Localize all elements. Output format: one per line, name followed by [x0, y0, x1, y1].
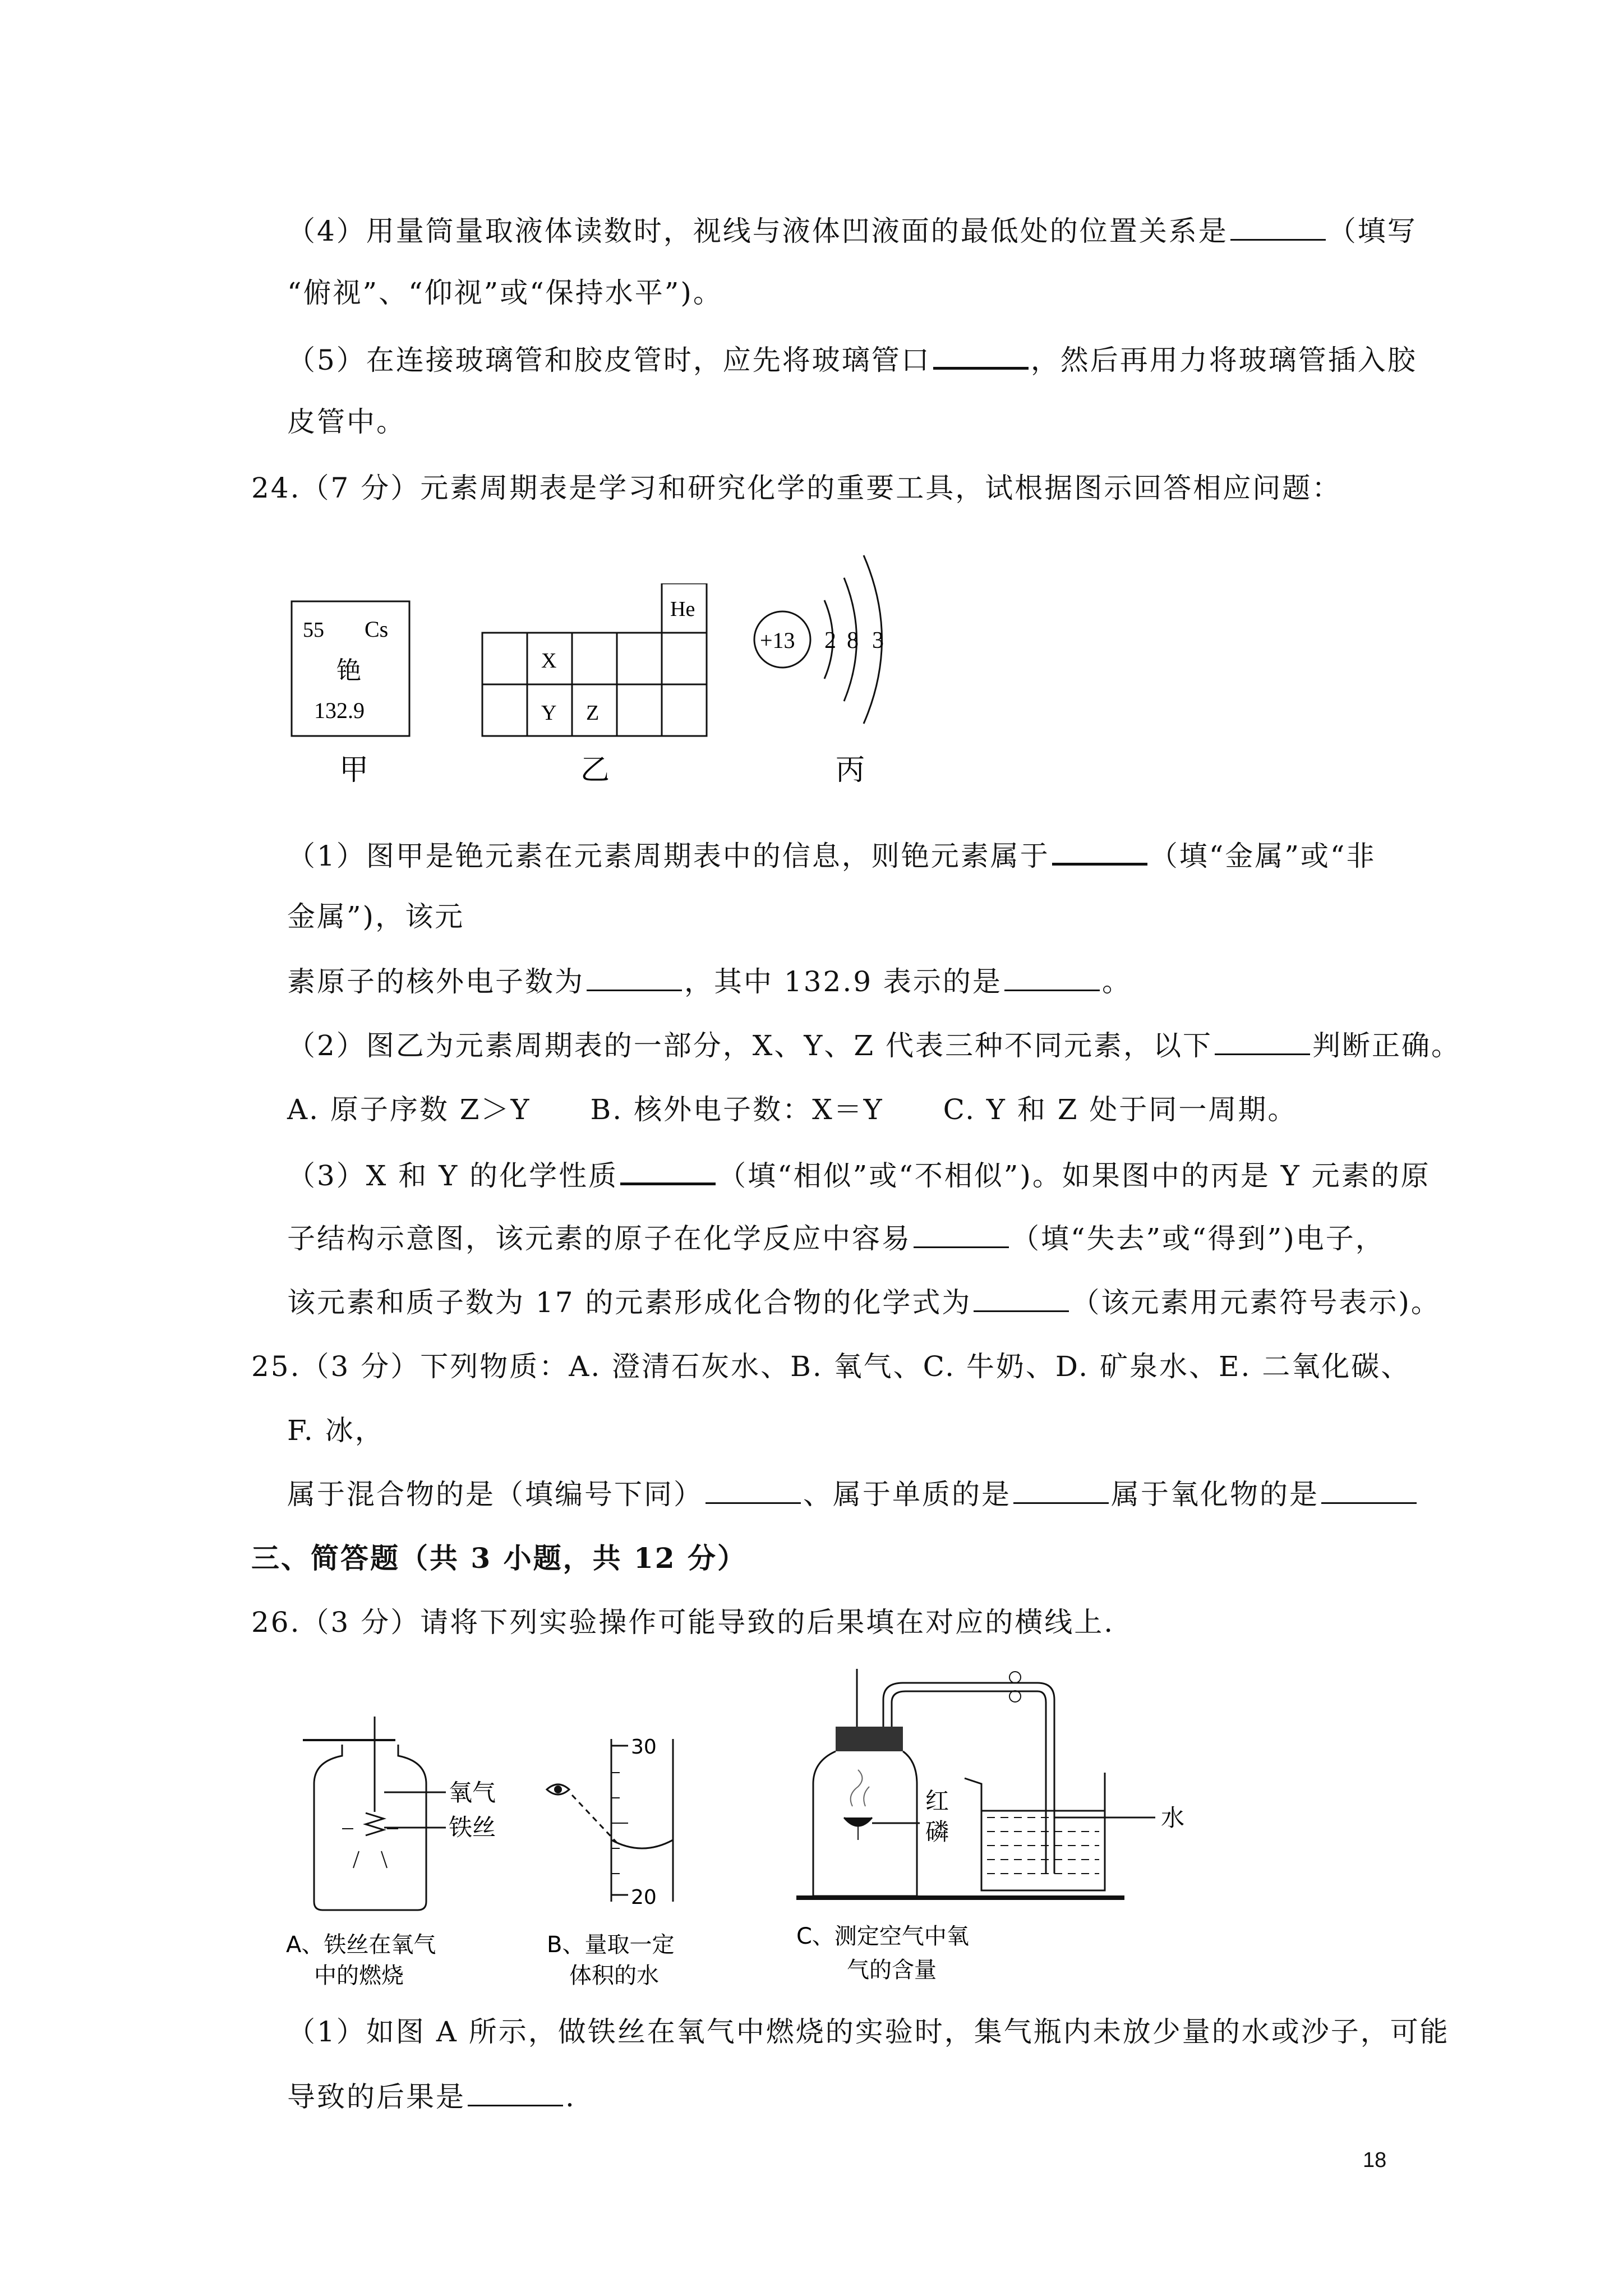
- figure-c-caption-line2: 气的含量: [847, 1957, 937, 1983]
- answer-blank[interactable]: [1052, 836, 1147, 866]
- q23-part5-line2: 皮管中。: [287, 406, 406, 438]
- tick-20: 20: [631, 1886, 657, 1909]
- figure-bing-atomic-structure: [746, 539, 914, 797]
- answer-blank[interactable]: [620, 1156, 716, 1185]
- q24-part2-line1: （2）图乙为元素周期表的一部分，X、Y、Z 代表三种不同元素，以下 判断正确。: [287, 1027, 1461, 1064]
- answer-blank[interactable]: [914, 1220, 1009, 1248]
- cell-x: X: [541, 649, 557, 673]
- q26-part1-line1: （1）如图 A 所示，做铁丝在氧气中燃烧的实验时，集气瓶内未放少量的水或沙子，可能: [287, 2016, 1450, 2048]
- element-symbol: Cs: [365, 616, 389, 642]
- tick-30: 30: [631, 1736, 657, 1759]
- q25-title-line2: F. 冰，: [287, 1414, 385, 1447]
- q26-title: 26.（3 分）请将下列实验操作可能导致的后果填在对应的横线上.: [251, 1606, 1115, 1639]
- label-iron-wire: 铁丝: [449, 1814, 496, 1841]
- figure-caption-jia: 甲: [339, 753, 369, 787]
- figure-c-oxygen-content-apparatus: [774, 1660, 1211, 1991]
- figure-b-measuring-cylinder: [544, 1717, 757, 1991]
- figure-a-iron-wire-combustion: [280, 1717, 550, 1991]
- answer-blank[interactable]: [1321, 1475, 1417, 1504]
- q24-title: 24.（7 分）元素周期表是学习和研究化学的重要工具，试根据图示回答相应问题：: [251, 472, 1342, 504]
- label-oxygen: 氧气: [449, 1779, 496, 1806]
- answer-blank[interactable]: [1230, 212, 1326, 241]
- q23-part4-line1: （4）用量筒量取液体读数时，视线与液体凹液面的最低处的位置关系是 （填写: [287, 212, 1417, 249]
- figure-a-caption-line1: A、铁丝在氧气: [286, 1932, 436, 1958]
- section-three-heading: 三、简答题（共 3 小题，共 12 分）: [251, 1542, 747, 1575]
- figure-b-caption-line1: B、量取一定: [547, 1932, 675, 1958]
- q26-part1-line2: 导致的后果是 .: [287, 2078, 576, 2115]
- q24-part1-line3: 素原子的核外电子数为 ，其中 132.9 表示的是 。: [287, 963, 1132, 1000]
- q24-part1-line2: 金属”)，该元: [287, 900, 465, 933]
- q24-part2-options: A. 原子序数 Z＞Y B. 核外电子数：X＝Y C. Y 和 Z 处于同一周期。: [287, 1093, 1298, 1126]
- figure-caption-bing: 丙: [836, 753, 865, 787]
- q24-part3-line1: （3）X 和 Y 的化学性质 （填“相似”或“不相似”)。如果图中的丙是 Y 元素的原: [287, 1156, 1431, 1194]
- answer-blank[interactable]: [1215, 1027, 1310, 1055]
- answer-blank[interactable]: [974, 1283, 1069, 1312]
- label-red: 红: [925, 1787, 949, 1815]
- answer-blank[interactable]: [706, 1475, 801, 1504]
- label-water: 水: [1161, 1804, 1185, 1832]
- q24-part1-line1: （1）图甲是铯元素在元素周期表中的信息，则铯元素属于 （填“金属”或“非: [287, 836, 1376, 874]
- cell-y: Y: [541, 701, 557, 725]
- q23-part5-line1: （5）在连接玻璃管和胶皮管时，应先将玻璃管口 ，然后再用力将玻璃管插入胶: [287, 340, 1417, 378]
- figure-c-caption-line1: C、测定空气中氧: [796, 1924, 969, 1949]
- answer-blank[interactable]: [933, 340, 1029, 370]
- cell-he: He: [670, 597, 695, 621]
- answer-blank[interactable]: [1004, 963, 1100, 991]
- q25-title: 25.（3 分）下列物质：A. 澄清石灰水、B. 氧气、C. 牛奶、D. 矿泉水、E. 二氧化碳、: [251, 1350, 1411, 1383]
- answer-blank[interactable]: [468, 2078, 563, 2106]
- figure-b-caption-line2: 体积的水: [569, 1963, 659, 1989]
- page-number: 18: [1363, 2148, 1387, 2172]
- q25-answers: 属于混合物的是（填编号下同） 、属于单质的是 属于氧化物的是: [287, 1475, 1419, 1512]
- q24-part3-line3: 该元素和质子数为 17 的元素形成化合物的化学式为 （该元素用元素符号表示)。: [287, 1283, 1441, 1320]
- q23-part4-line2: “俯视”、“仰视”或“保持水平”)。: [287, 277, 723, 309]
- shell-1-electrons: 2: [824, 628, 836, 654]
- figure-yi-periodic-table-part: [477, 583, 735, 808]
- atomic-number: 55: [303, 618, 324, 642]
- figure-jia-element-cell: [286, 595, 415, 808]
- cell-z: Z: [586, 701, 600, 725]
- atomic-mass: 132.9: [314, 698, 365, 723]
- figure-caption-yi: 乙: [580, 753, 610, 787]
- label-phosphorus: 磷: [925, 1818, 949, 1846]
- q24-part3-line2: 子结构示意图，该元素的原子在化学反应中容易 （填“失去”或“得到”)电子，: [287, 1220, 1385, 1257]
- shell-2-electrons: 8: [847, 628, 859, 654]
- shell-3-electrons: 3: [872, 628, 884, 654]
- answer-blank[interactable]: [587, 963, 682, 991]
- element-name: 铯: [336, 656, 361, 685]
- figure-a-caption-line2: 中的燃烧: [314, 1963, 404, 1989]
- answer-blank[interactable]: [1013, 1475, 1109, 1504]
- nucleus-charge: +13: [760, 628, 795, 653]
